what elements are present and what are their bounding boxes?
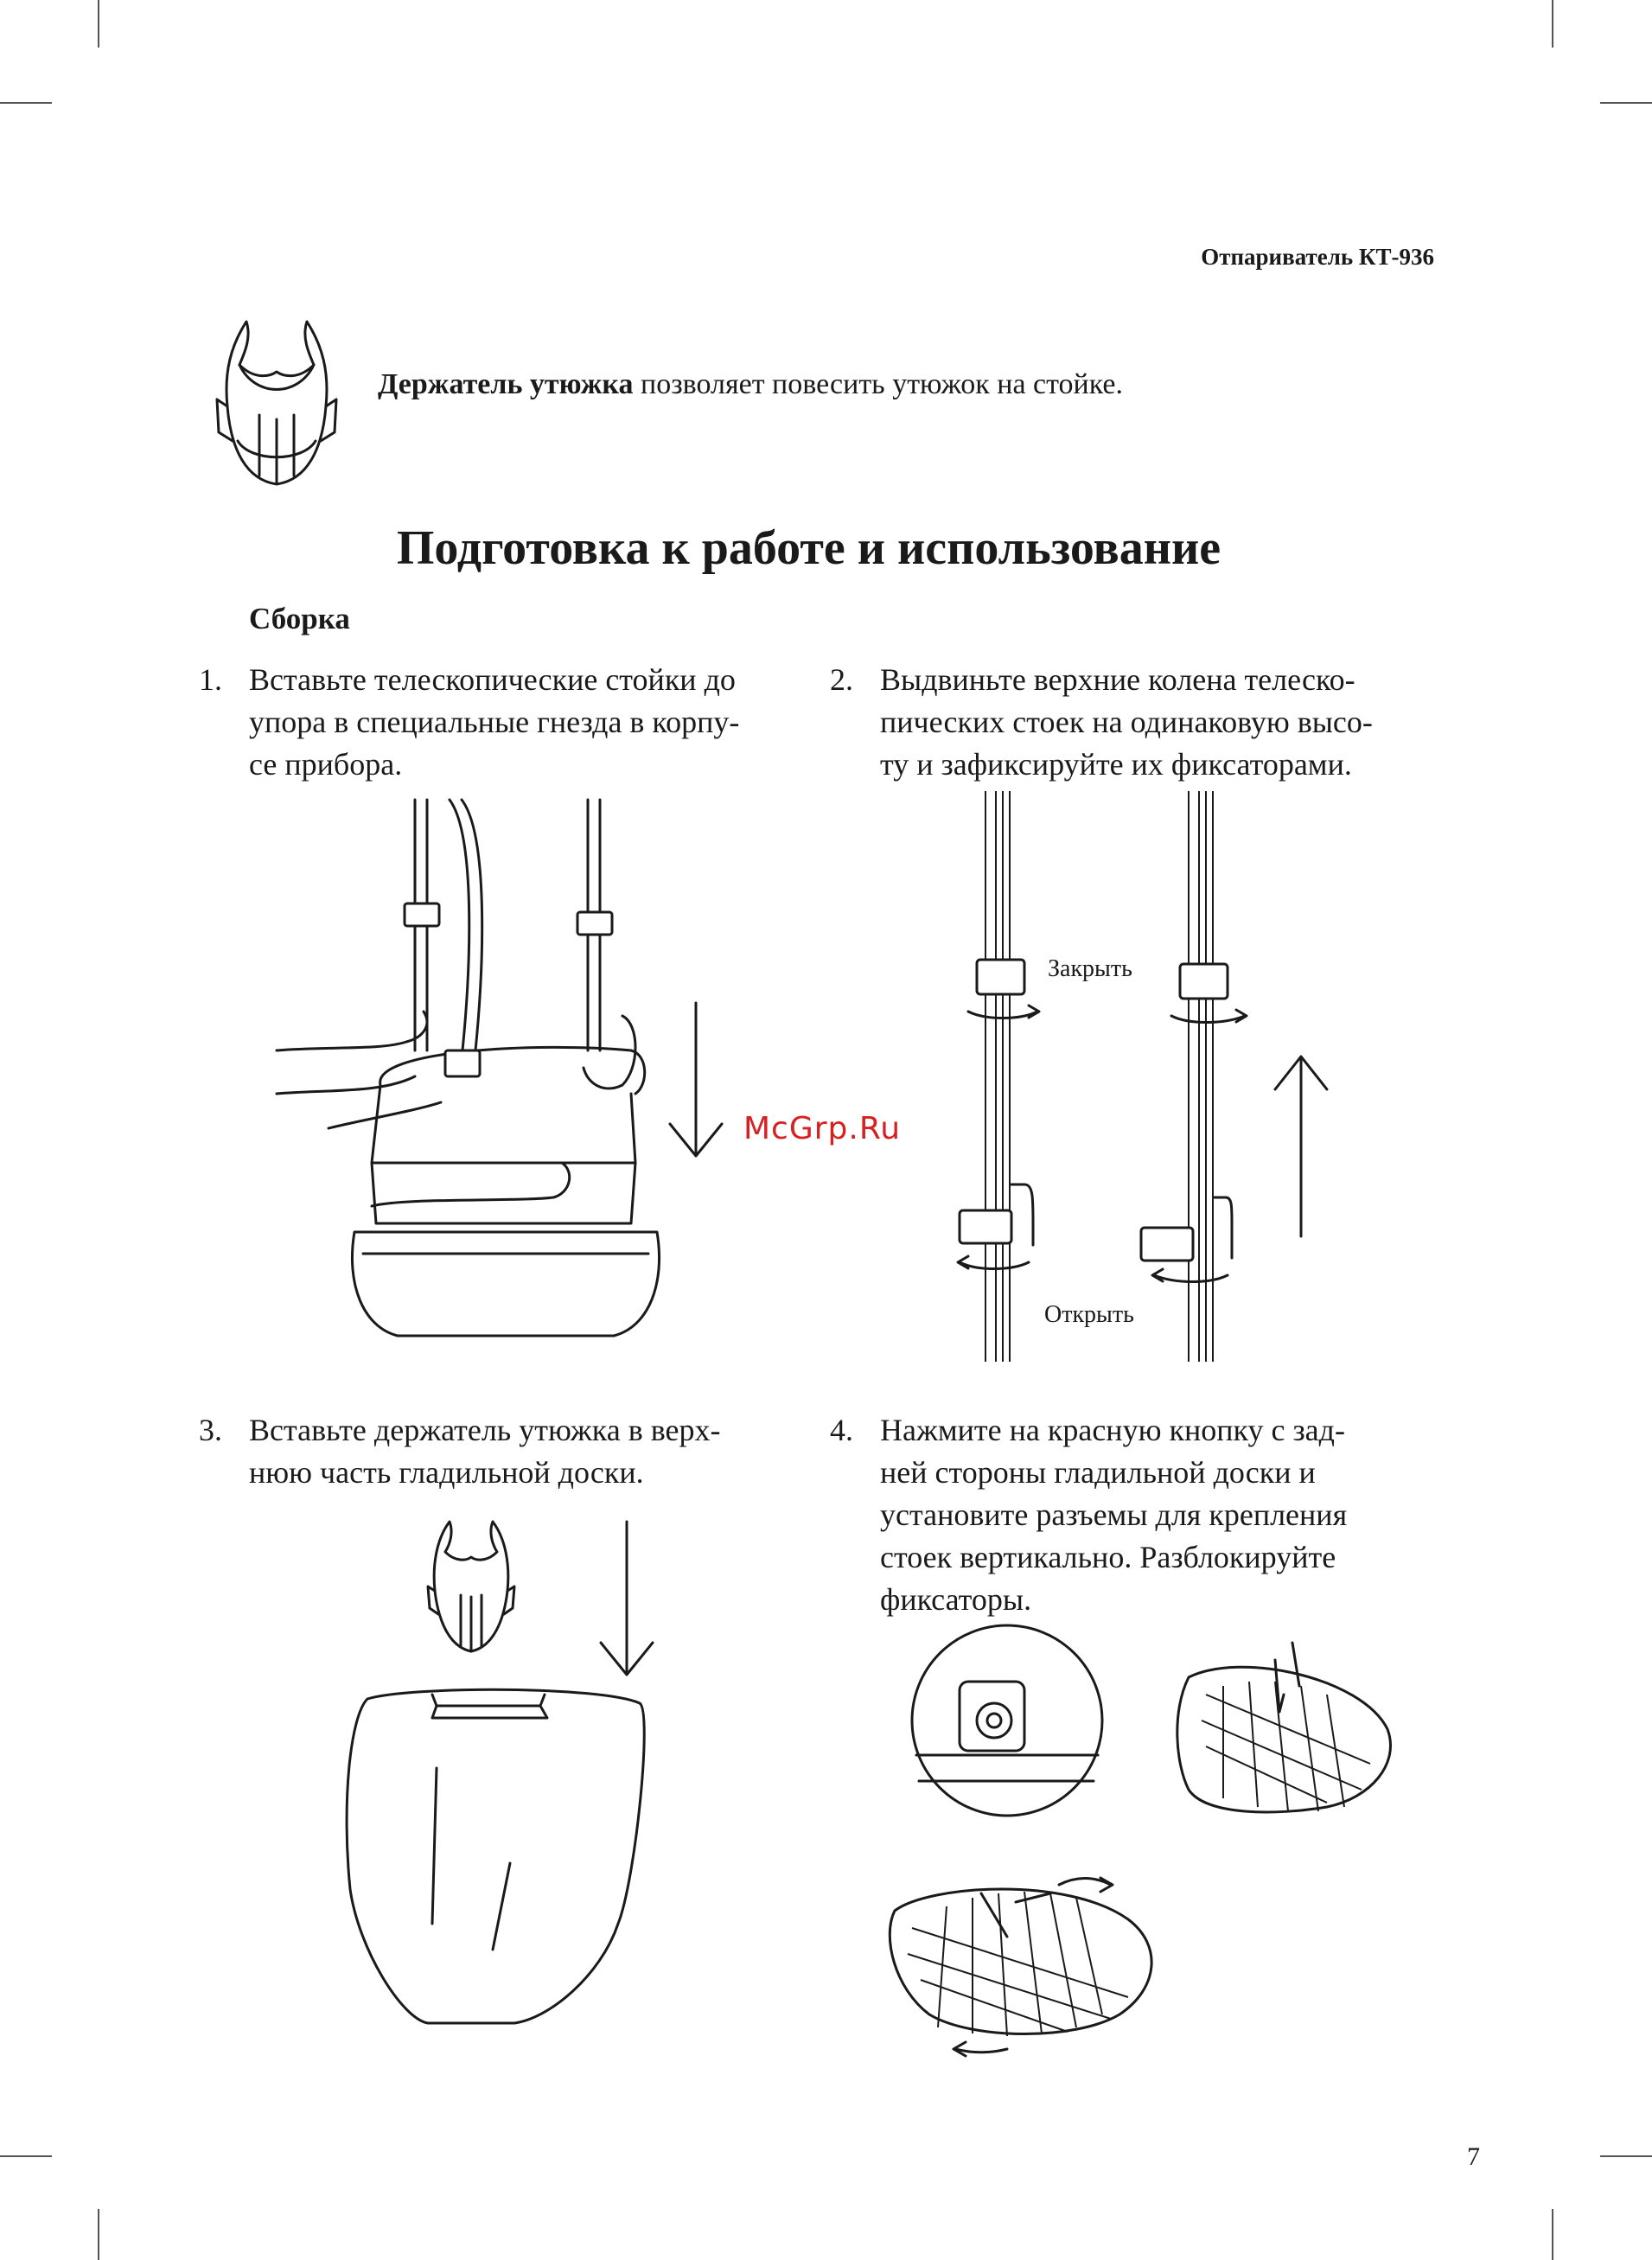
- step-2: [830, 659, 1373, 786]
- step-4: [830, 1409, 1348, 1621]
- step-text: Выдвиньте верхние колена телеско- пических стоек на одинаковую высо- ту и зафиксируйте их фиксаторами.: [880, 662, 1373, 782]
- crop-mark: [1600, 2155, 1652, 2157]
- crop-mark: [0, 2155, 52, 2157]
- page-number: 7: [1467, 2142, 1480, 2171]
- crop-mark: [98, 0, 99, 48]
- steamer-assembly-illustration: [277, 791, 726, 1353]
- iron-holder-icon: [212, 311, 341, 488]
- step-number: 1.: [199, 662, 222, 697]
- crop-mark: [0, 102, 52, 104]
- intro-text: позволяет повесить утюжок на стойке.: [633, 368, 1124, 400]
- step-number: 3.: [199, 1413, 222, 1447]
- holder-board-illustration: [341, 1517, 687, 2036]
- step-number: 4.: [830, 1413, 853, 1447]
- intro-term: Держатель утюжка: [378, 368, 634, 400]
- open-label: Открыть: [1044, 1301, 1134, 1328]
- section-title: Подготовка к работе и использование: [396, 521, 1221, 575]
- crop-mark: [98, 2209, 99, 2260]
- watermark: McGrp.Ru: [743, 1111, 902, 1146]
- section-subtitle: Сборка: [249, 602, 350, 635]
- step-text: Вставьте телескопические стойки до упора в специальные гнезда в корпу- се прибора.: [249, 662, 740, 782]
- crop-mark: [1552, 2209, 1553, 2260]
- step-text: Нажмите на красную кнопку с зад- ней стороны гладильной доски и установите разъемы для крепления стоек вертикально. Разблокируйте фиксаторы.: [880, 1413, 1348, 1617]
- board-underside-illustration: [877, 1634, 1413, 2066]
- step-text: Вставьте держатель утюжка в верх- нюю часть гладильной доски.: [249, 1413, 721, 1490]
- step-1: [199, 659, 740, 786]
- intro-paragraph: [378, 368, 1123, 401]
- step-number: 2.: [830, 662, 853, 697]
- crop-mark: [1600, 102, 1652, 104]
- pole-locks-illustration: [916, 791, 1349, 1362]
- step-3: [199, 1409, 721, 1494]
- close-label: Закрыть: [1048, 955, 1132, 982]
- running-header: Отпариватель КТ-936: [1201, 244, 1434, 270]
- crop-mark: [1552, 0, 1553, 48]
